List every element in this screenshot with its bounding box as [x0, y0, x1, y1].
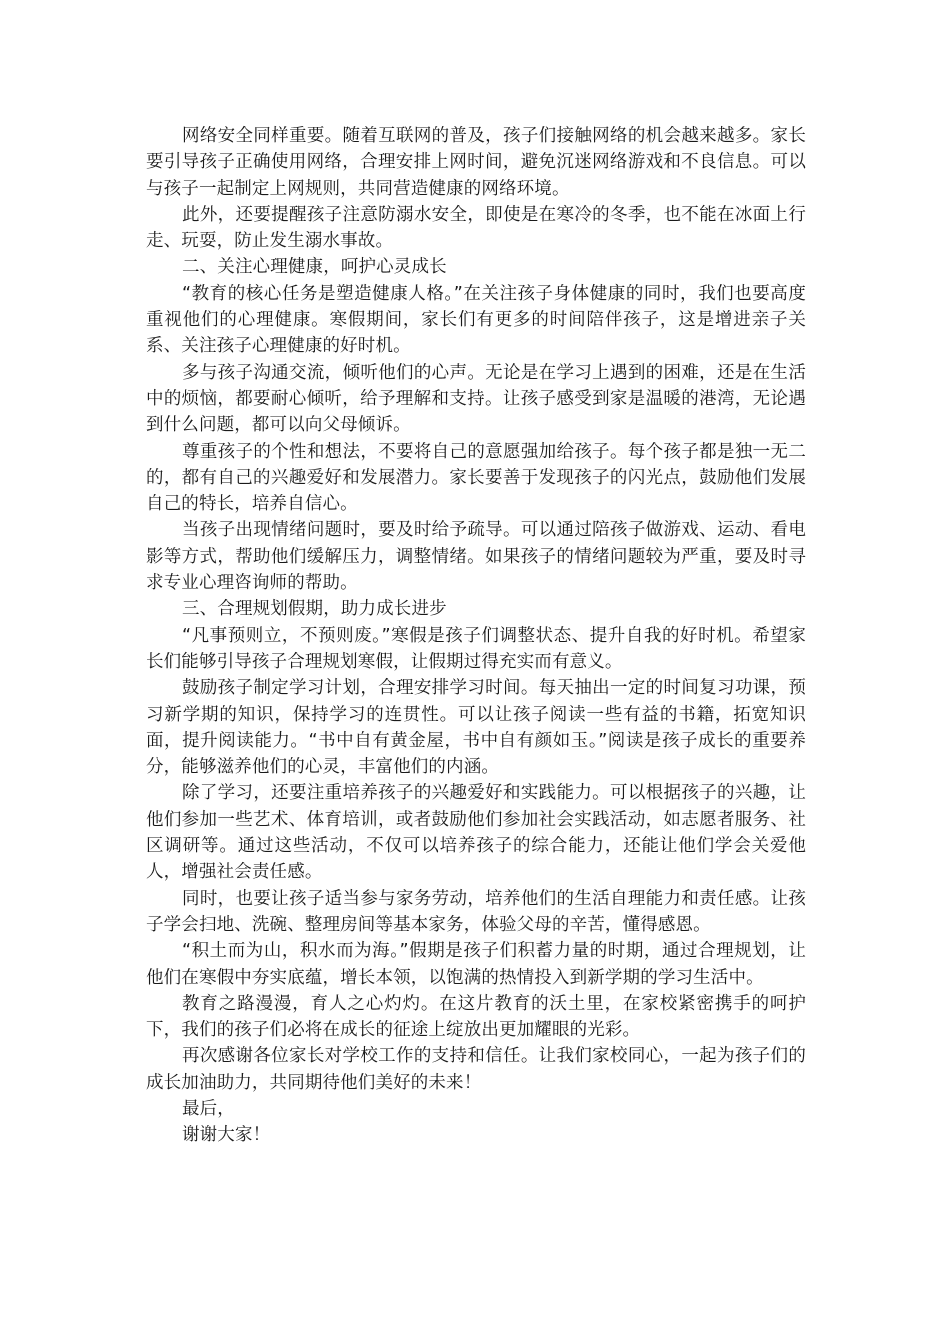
paragraph-interests-practice: 除了学习，还要注重培养孩子的兴趣爱好和实践能力。可以根据孩子的兴趣，让他们参加一些艺术、体育培训，或者鼓励他们参加社会实践活动，如志愿者服务、社区调研等。通过这些活动，不仅可以培养孩子的综合能力，还能让他们学会关爱他人，增强社会责任感。 [146, 783, 806, 883]
paragraph-thanks-parents: 再次感谢各位家长对学校工作的支持和信任。让我们家校同心，一起为孩子们的成长加油助力，共同期待他们美好的未来！ [146, 1046, 806, 1093]
paragraph-closing-thanks: 谢谢大家！ [182, 1125, 271, 1146]
paragraph-accumulate-strength: “积土而为山，积水而为海。”假期是孩子们积蓄力量的时期，通过合理规划，让他们在寒假中夯实底蕴，增长本领，以饱满的热情投入到新学期的学习生活中。 [146, 941, 806, 988]
paragraph-mental-health-intro: “教育的核心任务是塑造健康人格。”在关注孩子身体健康的同时，我们也要高度重视他们的心理健康。寒假期间，家长们有更多的时间陪伴孩子，这是增进亲子关系、关注孩子心理健康的好时机。 [146, 283, 806, 357]
paragraph-respect-individuality: 尊重孩子的个性和想法，不要将自己的意愿强加给孩子。每个孩子都是独一无二的，都有自己的兴趣爱好和发展潜力。家长要善于发现孩子的闪光点，鼓励他们发展自己的特长，培养自信心。 [146, 441, 806, 515]
paragraph-study-plan: 鼓励孩子制定学习计划，合理安排学习时间。每天抽出一定的时间复习功课，预习新学期的知识，保持学习的连贯性。可以让孩子阅读一些有益的书籍，拓宽知识面，提升阅读能力。“书中自有黄金屋，书中自有颜如玉。”阅读是孩子成长的重要养分，能够滋养他们的心灵，丰富他们的内涵。 [146, 678, 806, 778]
section-heading-holiday-planning: 三、合理规划假期，助力成长进步 [182, 599, 447, 620]
section-heading-mental-health: 二、关注心理健康，呵护心灵成长 [182, 257, 447, 278]
paragraph-finally: 最后， [182, 1098, 235, 1119]
paragraph-education-path: 教育之路漫漫，育人之心灼灼。在这片教育的沃土里，在家校紧密携手的呵护下，我们的孩子们必将在成长的征途上绽放出更加耀眼的光彩。 [146, 993, 806, 1041]
paragraph-network-safety: 网络安全同样重要。随着互联网的普及，孩子们接触网络的机会越来越多。家长要引导孩子正确使用网络，合理安排上网时间，避免沉迷网络游戏和不良信息。可以与孩子一起制定上网规则，共同营造健康的网络环境。 [146, 126, 806, 199]
paragraph-communication: 多与孩子沟通交流，倾听他们的心声。无论是在学习上遇到的困难，还是在生活中的烦恼，都要耐心倾听，给予理解和支持。让孩子感受到家是温暖的港湾，无论遇到什么问题，都可以向父母倾诉。 [146, 362, 806, 436]
paragraph-planning-intro: “凡事预则立，不预则废。”寒假是孩子们调整状态、提升自我的好时机。希望家长们能够引导孩子合理规划寒假，让假期过得充实而有意义。 [146, 625, 806, 672]
paragraph-emotional-guidance: 当孩子出现情绪问题时，要及时给予疏导。可以通过陪孩子做游戏、运动、看电影等方式，帮助他们缓解压力，调整情绪。如果孩子的情绪问题较为严重，要及时寻求专业心理咨询师的帮助。 [146, 520, 806, 594]
document-body [146, 123, 806, 1149]
paragraph-housework: 同时，也要让孩子适当参与家务劳动，培养他们的生活自理能力和责任感。让孩子学会扫地、洗碗、整理房间等基本家务，体验父母的辛苦，懂得感恩。 [146, 888, 806, 935]
paragraph-drowning-safety: 此外，还要提醒孩子注意防溺水安全，即使是在寒冷的冬季，也不能在冰面上行走、玩耍，防止发生溺水事故。 [146, 204, 806, 252]
